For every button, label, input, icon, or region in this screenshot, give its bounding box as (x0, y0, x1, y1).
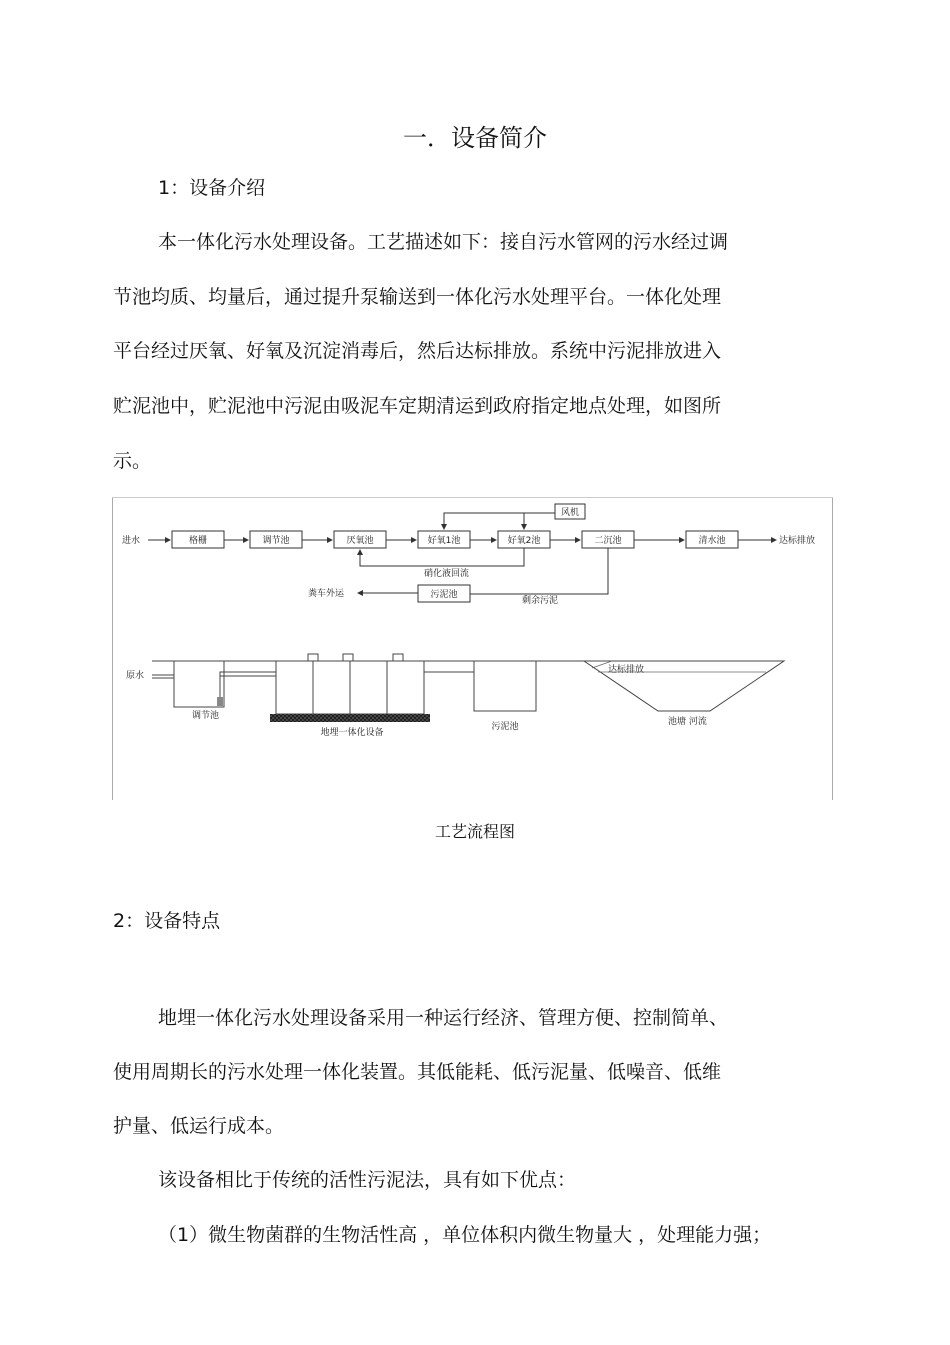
figure-caption: 工艺流程图 (434, 822, 515, 841)
box-grid (172, 531, 224, 548)
river-label: 池塘 河流 (668, 717, 707, 727)
section1-title: 1：设备介绍 (158, 177, 266, 199)
section2-line-5: （1）微生物菌群的生物活性高 ，单位体积内微生物量大 ，处理能力强； (158, 1224, 772, 1246)
manhole-1 (308, 654, 318, 661)
box-anaerobic-label: 厌氧池 (346, 536, 374, 546)
box-grid-label: 格栅 (188, 536, 208, 546)
box-regulating (250, 531, 302, 548)
section1-line-3: 平台经过厌氧、好氧及沉淀消毒后，然后达标排放。系统中污泥排放进入 (113, 340, 722, 362)
manhole-2 (343, 654, 353, 661)
manhole-3 (393, 654, 403, 661)
box-blower-label: 风机 (560, 508, 580, 518)
excess-sludge-label: 剩余污泥 (522, 596, 559, 606)
section2-title: 2：设备特点 (113, 910, 221, 932)
equipment-label: 地埋一体化设备 (320, 728, 384, 738)
box-secondary-settling (582, 531, 634, 548)
section2-line-4: 该设备相比于传统的活性污泥法，具有如下优点： (158, 1169, 577, 1191)
process-flow-diagram (112, 497, 833, 800)
section1-line-5: 示。 (113, 450, 152, 472)
section-sludge-tank (474, 661, 536, 711)
section-sludge-tank-label: 污泥池 (491, 722, 519, 732)
box-aerobic-1-label: 好氧1池 (427, 536, 461, 546)
box-clear-water-label: 清水池 (698, 536, 726, 546)
discharge-label: 达标排放 (608, 665, 645, 675)
recycle-line (360, 548, 524, 566)
box-secondary-settling-label: 二沉池 (594, 536, 622, 546)
section2-line-2: 使用周期长的污水处理一体化装置。其低能耗、低污泥量、低噪音、低维 (113, 1061, 722, 1083)
air-line-1 (444, 513, 555, 529)
gravel-bed (270, 714, 430, 722)
regulating-tank-label: 调节池 (192, 711, 220, 721)
section1-line-1: 本一体化污水处理设备。工艺描述如下：接自污水管网的污水经过调 (158, 231, 729, 253)
box-aerobic-2-label: 好氧2池 (507, 536, 541, 546)
section2-line-3: 护量、低运行成本。 (113, 1115, 285, 1137)
section2-line-1: 地埋一体化污水处理设备采用一种运行经济、管理方便、控制简单、 (158, 1007, 729, 1029)
page-heading: 一．设备简介 (403, 124, 547, 152)
recycle-label: 硝化液回流 (424, 569, 470, 579)
inlet-label: 进水 (122, 536, 141, 546)
lift-pump (217, 697, 223, 706)
section1-line-4: 贮泥池中，贮泥池中污泥由吸泥车定期清运到政府指定地点处理，如图所 (113, 395, 722, 417)
box-sludge-tank-label: 污泥池 (430, 590, 458, 600)
box-aerobic-1 (418, 531, 470, 548)
box-aerobic-2 (498, 531, 550, 548)
box-regulating-label: 调节池 (262, 536, 290, 546)
box-clear-water (686, 531, 738, 548)
truck-label: 粪车外运 (308, 589, 345, 599)
outlet-label: 达标排放 (779, 536, 816, 546)
box-anaerobic (334, 531, 386, 548)
regulating-tank (174, 661, 224, 707)
box-sludge-tank (418, 585, 470, 602)
raw-water-label: 原水 (126, 671, 145, 681)
section1-line-2: 节池均质、均量后，通过提升泵输送到一体化污水处理平台。一体化处理 (113, 286, 722, 308)
box-blower (555, 504, 585, 519)
